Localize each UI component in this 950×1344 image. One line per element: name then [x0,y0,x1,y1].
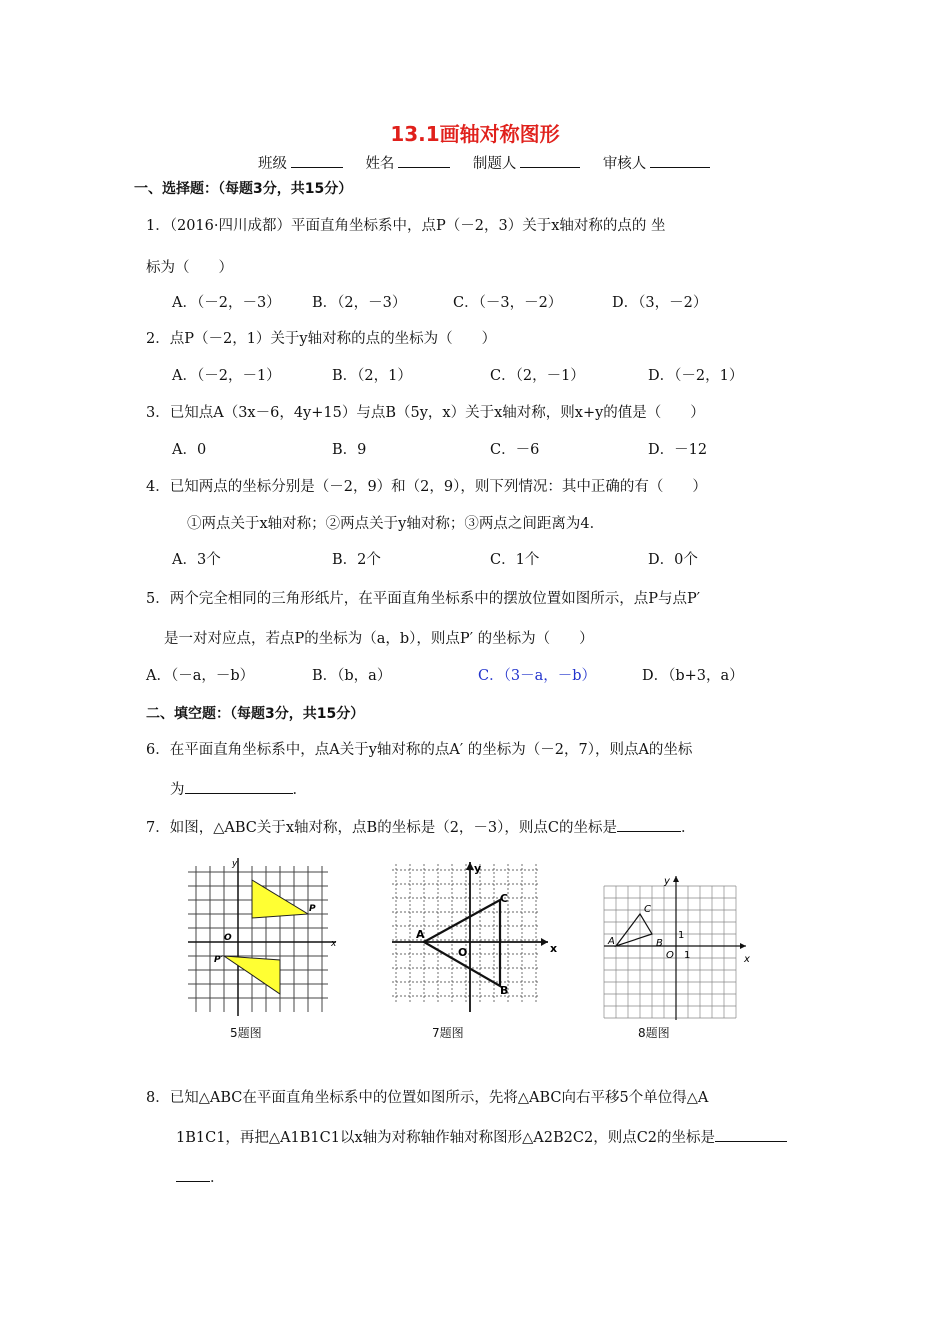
fig7-b-label: B [500,984,509,997]
reviewer-blank[interactable] [650,153,710,168]
fig5-y-label: y [232,859,238,869]
q6-answer-blank[interactable] [185,779,293,794]
q1-option-d[interactable]: D．（3，－2） [612,295,708,311]
q2-option-d[interactable]: D．（－2，1） [648,368,744,384]
fig8-c-label: C [644,904,651,915]
q8-end: ． [210,1170,225,1186]
fig5-origin-label: O [224,933,232,943]
q4-statements: ①两点关于x轴对称；②两点关于y轴对称；③两点之间距离为4． [187,516,605,532]
q1-option-b[interactable]: B．（2，－3） [312,295,407,311]
page-title: 13.1画轴对称图形 [390,122,560,146]
q5-stem-line1: 5．两个完全相同的三角形纸片，在平面直角坐标系中的摆放位置如图所示，点P与点P′ [146,591,701,607]
q1-stem-line2: 标为（ ） [146,260,233,276]
q8-answer-blank-cont[interactable] [176,1167,210,1182]
q4-option-c[interactable]: C．1个 [490,552,540,568]
q5-option-c[interactable]: C．（3－a，－b） [478,668,596,684]
class-label: 班级 [258,156,287,172]
q5-stem-line2: 是一对对应点，若点P的坐标为（a，b），则点P′ 的坐标为（ ） [164,631,594,647]
fig7-y-label: y [474,862,482,875]
q3-option-b[interactable]: B．9 [332,442,367,458]
fig8-origin-label: O [666,950,674,961]
q6-end: ． [292,782,307,798]
q8-stem-line1: 8．已知△ABC在平面直角坐标系中的位置如图所示，先将△ABC向右平移5个单位得△A [146,1090,709,1106]
fig8-b-label: B [656,938,663,949]
q8-line2-text: 1B1C1，再把△A1B1C1以x轴为对称轴作轴对称图形△A2B2C2，则点C2的坐标是 [176,1130,716,1146]
name-blank[interactable] [398,153,450,168]
q6-stem-line1: 6．在平面直角坐标系中，点A关于y轴对称的点A′ 的坐标为（－2，7），则点A的坐标 [146,742,693,758]
figure-8-caption: 8题图 [638,1026,670,1040]
fig8-x-label: x [744,954,750,965]
reviewer-label: 审核人 [602,156,647,172]
q7-end: ． [681,820,696,836]
q4-option-a[interactable]: A．3个 [172,552,221,568]
fig7-x-label: x [550,942,558,955]
section-fill-heading: 二、填空题：（每题3分，共15分） [146,706,365,722]
figure-7-caption: 7题图 [432,1026,464,1040]
figure-7 [388,860,566,1022]
fig8-y-label: y [664,876,670,887]
q4-stem: 4．已知两点的坐标分别是（－2，9）和（2，9），则下列情况：其中正确的有（ ） [146,479,707,495]
q8-stem-line2 [176,1126,787,1147]
q5-option-a[interactable]: A．（－a，－b） [146,668,255,684]
author-blank[interactable] [520,153,580,168]
class-blank[interactable] [291,153,343,168]
fig7-triangle [424,900,500,986]
author-label: 制题人 [472,156,517,172]
q5-option-d[interactable]: D．（b+3，a） [642,668,744,684]
q2-option-a[interactable]: A．（－2，－1） [172,368,281,384]
fig8-a-label: A [608,936,615,947]
fig7-c-label: C [500,892,509,905]
fig5-p-prime-label: P′ [214,955,223,965]
q2-option-c[interactable]: C．（2，－1） [490,368,585,384]
fig8-unit-y-label: 1 [678,930,685,941]
fig5-p-label: P [309,904,316,914]
q7-answer-blank[interactable] [617,817,681,832]
q7-stem [146,816,696,837]
q3-option-c[interactable]: C．－6 [490,442,540,458]
header-meta [258,152,714,173]
name-label: 姓名 [365,156,395,172]
fig7-a-label: A [416,928,425,941]
q1-stem-line1: 1．（2016·四川成都）平面直角坐标系中，点P（－2，3）关于x轴对称的点的 坐 [146,218,666,234]
q3-option-d[interactable]: D．－12 [648,442,708,458]
q5-option-b[interactable]: B．（b，a） [312,668,392,684]
q4-option-b[interactable]: B．2个 [332,552,381,568]
q1-option-a[interactable]: A．（－2，－3） [172,295,281,311]
figure-8 [594,872,760,1022]
q1-option-c[interactable]: C．（－3，－2） [453,295,563,311]
fig8-triangle [616,914,652,946]
q8-stem-line3 [176,1166,225,1187]
q2-option-b[interactable]: B．（2，1） [332,368,412,384]
q3-stem: 3．已知点A（3x－6，4y+15）与点B（5y，x）关于x轴对称，则x+y的值是（ ） [146,405,705,421]
section-choice-heading: 一、选择题：（每题3分，共15分） [134,181,353,197]
q6-stem-line2 [170,778,307,799]
q4-option-d[interactable]: D．0个 [648,552,698,568]
fig5-x-label: x [331,939,337,949]
q3-option-a[interactable]: A．0 [172,442,207,458]
q7-stem-text: 7．如图，△ABC关于x轴对称，点B的坐标是（2，－3），则点C的坐标是 [146,820,617,836]
fig8-unit-x-label: 1 [684,950,691,961]
figure-5-caption: 5题图 [230,1026,262,1040]
figure-5 [188,856,348,1026]
q8-answer-blank[interactable] [715,1127,787,1142]
fig7-origin-label: O [458,946,468,959]
q2-stem: 2．点P（－2，1）关于y轴对称的点的坐标为（ ） [146,331,497,347]
q6-line2-text: 为 [170,782,185,798]
